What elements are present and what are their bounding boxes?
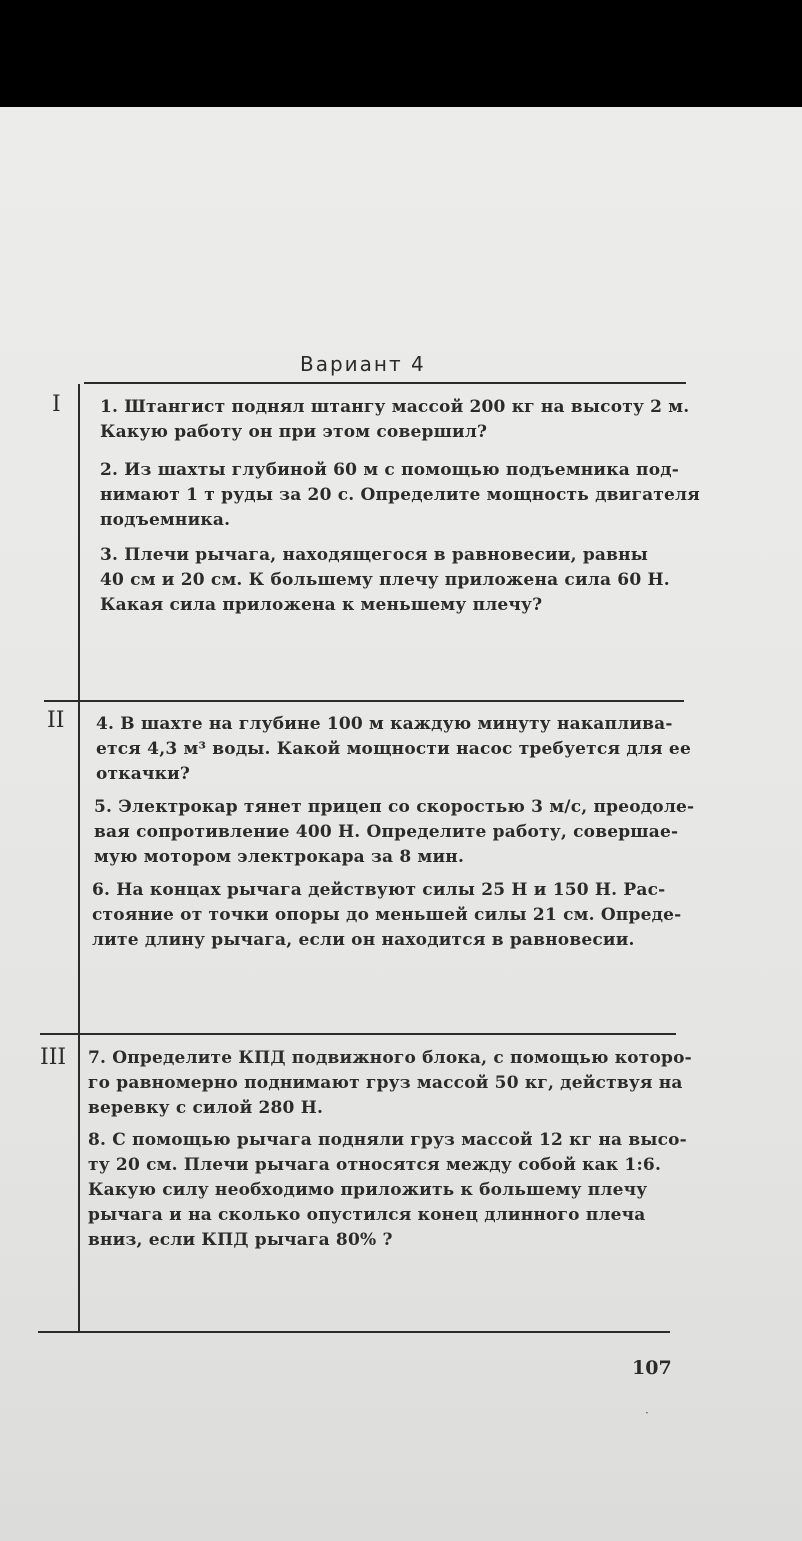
problem-1: 1. Штангист поднял штангу массой 200 кг на высоту 2 м. Какую работу он при этом совершил? [100, 397, 690, 442]
black-top-bar [0, 0, 802, 107]
problem-5: 5. Электрокар тянет прицеп со скоростью 3 м/с, преодоле- вая сопротивление 400 Н. Определите работу, совершае- мую мотором электрокара за 8 мин. [94, 797, 695, 867]
problem-2: 2. Из шахты глубиной 60 м с помощью подъемника под- нимают 1 т руды за 20 с. Определите мощность двигателя подъемника. [100, 460, 700, 530]
problem-3: 3. Плечи рычага, находящегося в равновесии, равны 40 см и 20 см. К большему плечу приложена сила 60 Н. Какая сила приложена к меньшему плечу? [100, 545, 670, 615]
section-divider-2 [40, 1033, 676, 1035]
problem-7: 7. Определите КПД подвижного блока, с помощью которо- го равномерно поднимают груз массой 50 кг, действуя на веревку с силой 280 Н. [88, 1048, 692, 1118]
section-label-II: II [47, 708, 65, 733]
bottom-rule [38, 1331, 670, 1333]
section-label-I: I [52, 392, 61, 417]
header-rule [84, 382, 686, 384]
problem-8: 8. С помощью рычага подняли груз массой 12 кг на высо- ту 20 см. Плечи рычага относятся между собой как 1:6. Какую силу необходимо приложить к большему плечу рычага и на сколько опустился конец длинного плеча вниз, если КПД рычага 80% ? [88, 1130, 687, 1250]
problem-4: 4. В шахте на глубине 100 м каждую минуту накаплива- ется 4,3 м³ воды. Какой мощности насос требуется для ее откачки? [96, 714, 691, 784]
problem-6: 6. На концах рычага действуют силы 25 Н и 150 Н. Рас- стояние от точки опоры до меньшей силы 21 см. Опреде- лите длину рычага, если он находится в равновесии. [92, 880, 682, 950]
section-label-III: III [40, 1045, 67, 1070]
paper-speck: · [645, 1406, 649, 1420]
page-number: 107 [632, 1357, 672, 1379]
section-divider-1 [44, 700, 684, 702]
variant-title: Вариант 4 [300, 352, 426, 376]
column-divider [78, 384, 80, 1332]
